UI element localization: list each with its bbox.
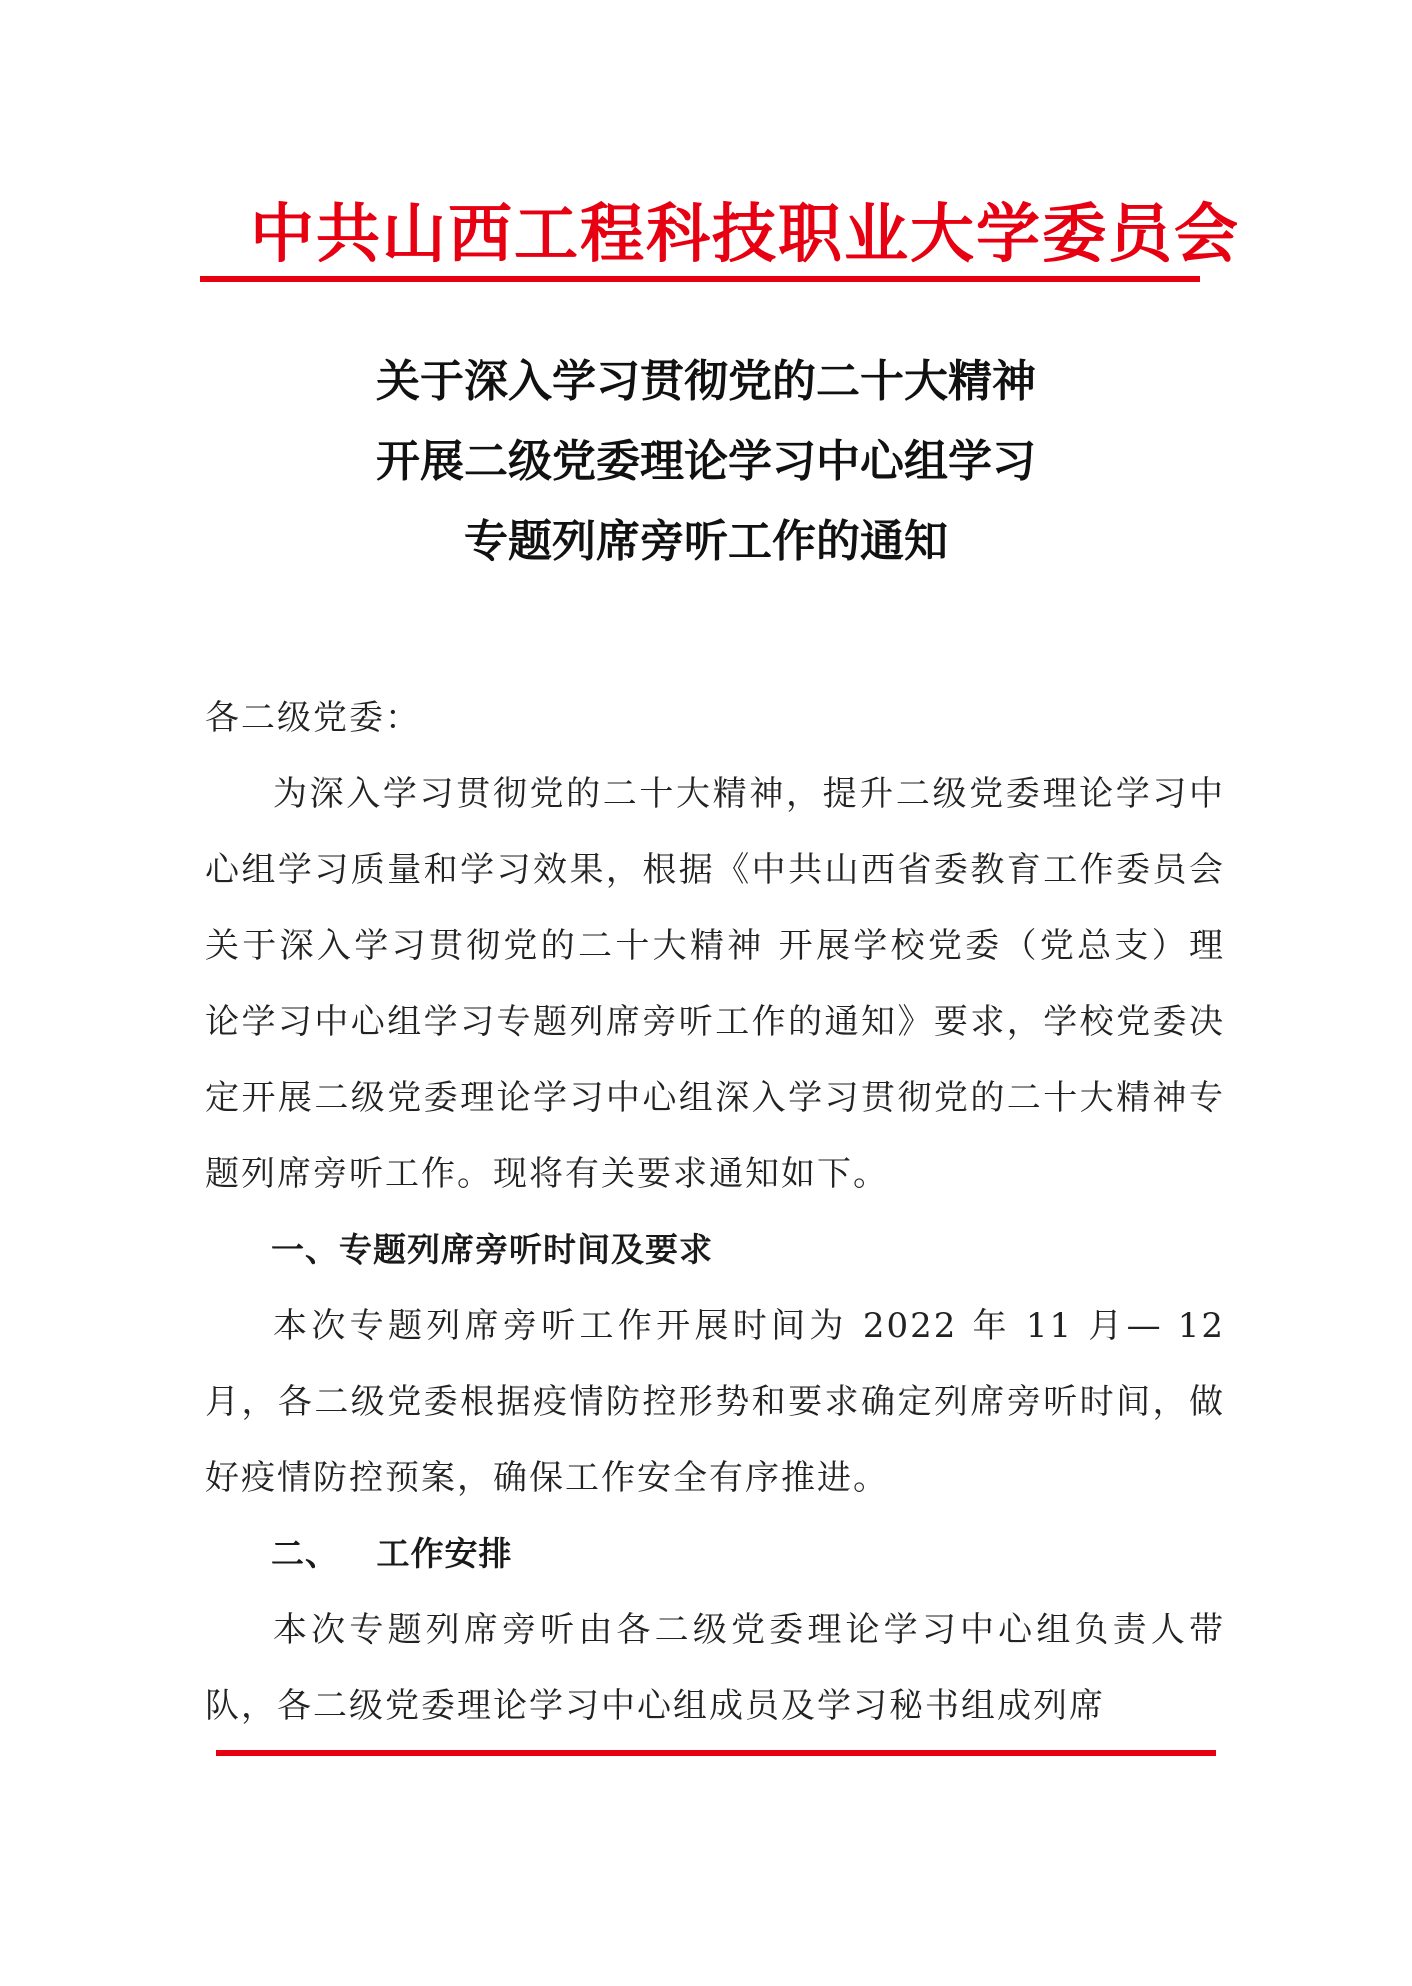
title-line-2: 开展二级党委理论学习中心组学习 <box>376 436 1036 487</box>
title-line-1: 关于深入学习贯彻党的二十大精神 <box>376 356 1036 407</box>
red-divider-bottom <box>216 1750 1216 1756</box>
section-heading-1: 一、专题列席旁听时间及要求 <box>271 1230 713 1269</box>
document-title <box>206 342 1206 582</box>
salutation: 各二级党委： <box>205 698 421 738</box>
section-paragraph-1: 本次专题列席旁听工作开展时间为 2022 年 11 月— 12 月，各二级党委根据疫情防控形势和要求确定列席旁听时间，做好疫情防控预案，确保工作安全有序推进。 <box>205 1306 1225 1498</box>
red-divider-top <box>200 276 1200 282</box>
organization-header: 中共山西工程科技职业大学委员会 <box>250 197 1240 272</box>
section-heading-2: 二、 工作安排 <box>271 1534 513 1573</box>
intro-paragraph: 为深入学习贯彻党的二十大精神，提升二级党委理论学习中心组学习质量和学习效果，根据《中共山西省委教育工作委员会关于深入学习贯彻党的二十大精神 开展学校党委（党总支）理论学习中心组学习专题列席旁听工作的通知》要求，学校党委决定开展二级党委理论学习中心组深入学习贯彻党的二十大精神专题列席旁听工作。现将有关要求通知如下。 <box>205 774 1225 1194</box>
section-paragraph-2: 本次专题列席旁听由各二级党委理论学习中心组负责人带队，各二级党委理论学习中心组成员及学习秘书组成列席 <box>205 1610 1225 1726</box>
title-line-3: 专题列席旁听工作的通知 <box>464 516 948 567</box>
document-body <box>205 680 1225 1744</box>
